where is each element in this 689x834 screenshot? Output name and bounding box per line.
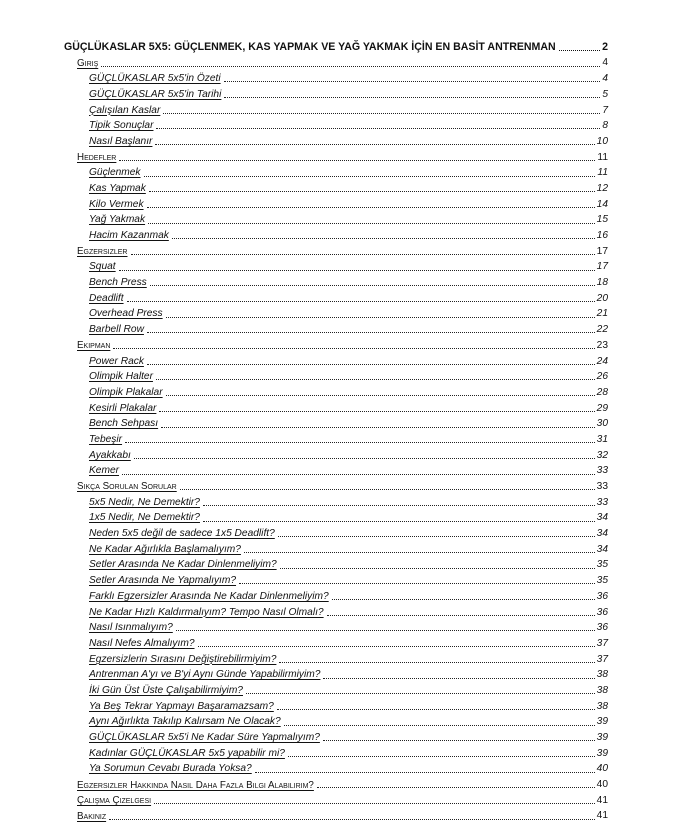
toc-subsection-entry[interactable] (64, 665, 608, 681)
toc-entry-title: Sıkça Sorulan Sorular (77, 481, 177, 493)
toc-page-number: 41 (596, 810, 608, 822)
toc-subsection-entry[interactable] (64, 320, 608, 336)
toc-subsection-entry[interactable] (64, 743, 608, 759)
dot-leader (323, 740, 595, 741)
toc-subsection-entry[interactable] (64, 681, 608, 697)
dot-leader (327, 615, 595, 616)
toc-entry-title: İki Gün Üst Üste Çalışabilirmiyim? (89, 684, 243, 696)
dot-leader (203, 505, 595, 506)
toc-subsection-entry[interactable] (64, 398, 608, 414)
toc-page-number: 7 (602, 104, 608, 116)
toc-entry-title: Ekipman (77, 340, 111, 352)
toc-subsection-entry[interactable] (64, 100, 608, 116)
toc-entry-title: Bakınız (77, 810, 107, 822)
toc-entry-title: Egzersizler (77, 246, 128, 258)
dot-leader (119, 160, 595, 161)
toc-subsection-entry[interactable] (64, 179, 608, 195)
toc-subsection-entry[interactable] (64, 131, 608, 147)
toc-entry-title: Farklı Egzersizler Arasında Ne Kadar Dinlenmeliyim? (89, 590, 329, 602)
toc-main-heading[interactable] (64, 31, 608, 53)
dot-leader (156, 379, 595, 380)
toc-subsection-entry[interactable] (64, 226, 608, 242)
toc-entry-title: Overhead Press (89, 308, 163, 320)
dot-leader (149, 191, 595, 192)
toc-subsection-entry[interactable] (64, 539, 608, 555)
toc-page-number: 5 (602, 88, 608, 100)
dot-leader (156, 128, 600, 129)
toc-page-number: 30 (596, 418, 608, 430)
toc-entry-title: Neden 5x5 değil de sadece 1x5 Deadlift? (89, 528, 275, 540)
toc-page-number: 8 (602, 120, 608, 132)
toc-page-number: 17 (596, 245, 608, 257)
toc-page-number: 14 (596, 198, 608, 210)
toc-page-number: 15 (596, 214, 608, 226)
toc-entry-title: Nasıl Nefes Almalıyım? (89, 637, 195, 649)
toc-subsection-entry[interactable] (64, 696, 608, 712)
toc-subsection-entry[interactable] (64, 84, 608, 100)
dot-leader (154, 803, 595, 804)
dot-leader (255, 772, 595, 773)
dot-leader (239, 583, 595, 584)
toc-section-entry[interactable] (64, 477, 608, 493)
toc-section-entry[interactable] (64, 335, 608, 351)
dot-leader (244, 552, 595, 553)
toc-page-number: 4 (602, 57, 608, 69)
dot-leader (159, 411, 594, 412)
toc-entry-title: Setler Arasında Ne Yapmalıyım? (89, 575, 237, 587)
toc-subsection-entry[interactable] (64, 69, 608, 85)
dot-leader (127, 301, 595, 302)
toc-subsection-entry[interactable] (64, 618, 608, 634)
toc-entry-title: Hacim Kazanmak (89, 230, 169, 242)
toc-entry-title: Antrenman A'yı ve B'yi Aynı Günde Yapabilirmiyim? (89, 669, 321, 681)
toc-subsection-entry[interactable] (64, 649, 608, 665)
dot-leader (280, 568, 595, 569)
toc-page-number: 21 (596, 308, 608, 320)
toc-page-number: 10 (596, 135, 608, 147)
toc-entry-title: GÜÇLÜKASLAR 5X5: GÜÇLENMEK, KAS YAPMAK VE YAĞ YAKMAK İÇİN EN BASİT ANTRENMAN (64, 41, 556, 54)
toc-entry-title: Ne Kadar Ağırlıkla Başlamalıyım? (89, 543, 241, 555)
dot-leader (109, 819, 595, 820)
toc-entry-title: Squat (89, 261, 116, 273)
toc-page-number: 37 (596, 637, 608, 649)
toc-subsection-entry[interactable] (64, 351, 608, 367)
dot-leader (150, 285, 595, 286)
toc-entry-title: GÜÇLÜKASLAR 5x5'in Tarihi (89, 88, 222, 100)
toc-subsection-entry[interactable] (64, 273, 608, 289)
dot-leader (278, 536, 595, 537)
dot-leader (113, 348, 594, 349)
toc-page-number: 39 (596, 747, 608, 759)
toc-page-number: 17 (596, 261, 608, 273)
toc-page-number: 37 (596, 653, 608, 665)
toc-section-entry[interactable] (64, 241, 608, 257)
toc-page-number: 41 (596, 794, 608, 806)
toc-page-number: 35 (596, 575, 608, 587)
toc-page-number: 24 (596, 355, 608, 367)
toc-page-number: 40 (596, 779, 608, 791)
toc-entry-title: 1x5 Nedir, Ne Demektir? (89, 512, 200, 524)
dot-leader (155, 144, 594, 145)
toc-subsection-entry[interactable] (64, 382, 608, 398)
toc-entry-title: Tebeşir (89, 433, 123, 445)
dot-leader (198, 646, 595, 647)
toc-entry-title: Power Rack (89, 355, 144, 367)
dot-leader (323, 678, 594, 679)
toc-page-number: 39 (596, 732, 608, 744)
toc-entry-title: 5x5 Nedir, Ne Demektir? (89, 496, 200, 508)
toc-subsection-entry[interactable] (64, 116, 608, 132)
toc-entry-title: Kas Yapmak (89, 182, 146, 194)
toc-page-number: 33 (596, 496, 608, 508)
toc-subsection-entry[interactable] (64, 288, 608, 304)
toc-page-number: 39 (596, 716, 608, 728)
dot-leader (203, 521, 595, 522)
toc-entry-title: Ya Beş Tekrar Yapmayı Başaramazsam? (89, 700, 274, 712)
toc-page-number: 40 (596, 763, 608, 775)
dot-leader (166, 317, 595, 318)
toc-page-number: 36 (596, 590, 608, 602)
toc-page-number: 26 (596, 371, 608, 383)
toc-entry-title: Aynı Ağırlıkta Takılıp Kalırsam Ne Olacak? (89, 716, 281, 728)
toc-entry-title: Kesirli Plakalar (89, 402, 157, 414)
toc-section-entry[interactable] (64, 806, 608, 822)
toc-subsection-entry[interactable] (64, 367, 608, 383)
toc-entry-title: Bench Sehpası (89, 418, 159, 430)
toc-page-number: 38 (596, 684, 608, 696)
toc-page-number: 33 (596, 481, 608, 493)
dot-leader (119, 270, 595, 271)
dot-leader (147, 332, 595, 333)
dot-leader (284, 725, 595, 726)
toc-subsection-entry[interactable] (64, 445, 608, 461)
dot-leader (147, 207, 595, 208)
toc-subsection-entry[interactable] (64, 571, 608, 587)
toc-entry-title: Çalışma Çizelgesi (77, 795, 152, 807)
dot-leader (161, 427, 595, 428)
toc-page-number: 34 (596, 512, 608, 524)
toc-entry-title: Deadlift (89, 292, 124, 304)
toc-subsection-entry[interactable] (64, 602, 608, 618)
toc-entry-title: Kemer (89, 465, 120, 477)
toc-page-number: 34 (596, 528, 608, 540)
toc-subsection-entry[interactable] (64, 633, 608, 649)
toc-entry-title: Güçlenmek (89, 167, 141, 179)
dot-leader (246, 693, 595, 694)
toc-section-entry[interactable] (64, 147, 608, 163)
toc-section-entry[interactable] (64, 775, 608, 791)
toc-page-number: 32 (596, 449, 608, 461)
toc-entry-title: Olimpik Halter (89, 371, 153, 383)
toc-subsection-entry[interactable] (64, 461, 608, 477)
toc-subsection-entry[interactable] (64, 728, 608, 744)
toc-entry-title: Ayakkabı (89, 449, 131, 461)
toc-entry-title: GÜÇLÜKASLAR 5x5'i Ne Kadar Süre Yapmalıyım? (89, 732, 320, 744)
toc-subsection-entry[interactable] (64, 712, 608, 728)
toc-entry-title: Barbell Row (89, 324, 144, 336)
dot-leader (288, 756, 595, 757)
toc-entry-title: Egzersizler Hakkında Nasıl Daha Fazla Bilgi Alabilirim? (77, 779, 314, 791)
dot-leader (224, 81, 601, 82)
toc-page-number: 38 (596, 669, 608, 681)
dot-leader (147, 364, 595, 365)
dot-leader (279, 662, 594, 663)
toc-page-number: 16 (596, 230, 608, 242)
toc-entry-title: Tipik Sonuçlar (89, 120, 154, 132)
dot-leader (166, 395, 595, 396)
toc-subsection-entry[interactable] (64, 586, 608, 602)
toc-subsection-entry[interactable] (64, 430, 608, 446)
dot-leader (163, 113, 600, 114)
dot-leader (134, 458, 595, 459)
dot-leader (176, 630, 595, 631)
dot-leader (317, 787, 595, 788)
toc-page-number: 2 (602, 41, 608, 54)
toc-subsection-entry[interactable] (64, 508, 608, 524)
dot-leader (224, 97, 600, 98)
toc-entry-title: Ne Kadar Hızlı Kaldırmalıyım? Tempo Nasıl Olmalı? (89, 606, 324, 618)
dot-leader (101, 66, 600, 67)
toc-entry-title: GÜÇLÜKASLAR 5x5'in Özeti (89, 73, 221, 85)
toc-entry-title: Bench Press (89, 277, 147, 289)
toc-page-number: 36 (596, 606, 608, 618)
toc-page-number: 4 (602, 73, 608, 85)
toc-entry-title: Olimpik Plakalar (89, 386, 163, 398)
toc-page-number: 11 (597, 167, 608, 179)
toc-subsection-entry[interactable] (64, 257, 608, 273)
toc-section-entry[interactable] (64, 790, 608, 806)
dot-leader (332, 599, 595, 600)
toc-subsection-entry[interactable] (64, 304, 608, 320)
dot-leader (172, 238, 595, 239)
dot-leader (559, 50, 600, 51)
toc-subsection-entry[interactable] (64, 414, 608, 430)
toc-page-number: 11 (597, 151, 608, 163)
dot-leader (125, 442, 595, 443)
toc-subsection-entry[interactable] (64, 759, 608, 775)
toc-subsection-entry[interactable] (64, 194, 608, 210)
toc-page-number: 12 (596, 182, 608, 194)
toc-page-number: 29 (596, 402, 608, 414)
dot-leader (144, 176, 596, 177)
toc-page-number: 35 (596, 559, 608, 571)
toc-subsection-entry[interactable] (64, 163, 608, 179)
toc-subsection-entry[interactable] (64, 210, 608, 226)
toc-entry-title: Setler Arasında Ne Kadar Dinlenmeliyim? (89, 559, 277, 571)
dot-leader (122, 474, 595, 475)
toc-page-number: 18 (596, 277, 608, 289)
toc-subsection-entry[interactable] (64, 524, 608, 540)
toc-page-number: 33 (596, 465, 608, 477)
toc-page-number: 20 (596, 292, 608, 304)
toc-entry-title: Yağ Yakmak (89, 214, 146, 226)
toc-subsection-entry[interactable] (64, 555, 608, 571)
toc-entry-title: Nasıl Başlanır (89, 135, 153, 147)
toc-page-number: 34 (596, 543, 608, 555)
toc-entry-title: Hedefler (77, 152, 117, 164)
toc-page-number: 23 (596, 339, 608, 351)
toc-entry-title: Ya Sorumun Cevabı Burada Yoksa? (89, 763, 252, 775)
dot-leader (277, 709, 595, 710)
dot-leader (131, 254, 595, 255)
toc-entry-title: Çalışılan Kaslar (89, 104, 161, 116)
toc-entry-title: Giriş (77, 57, 99, 69)
table-of-contents (64, 31, 608, 822)
dot-leader (180, 489, 595, 490)
toc-entry-title: Egzersizlerin Sırasını Değiştirebilirmiyim? (89, 653, 277, 665)
toc-page-number: 28 (596, 386, 608, 398)
toc-entry-title: Nasıl Isınmalıyım? (89, 622, 173, 634)
toc-page-number: 22 (596, 324, 608, 336)
toc-page-number: 31 (596, 433, 608, 445)
toc-page-number: 38 (596, 700, 608, 712)
toc-subsection-entry[interactable] (64, 492, 608, 508)
dot-leader (148, 223, 595, 224)
toc-entry-title: Kadınlar GÜÇLÜKASLAR 5x5 yapabilir mi? (89, 747, 285, 759)
toc-entry-title: Kilo Vermek (89, 198, 144, 210)
toc-page-number: 36 (596, 622, 608, 634)
toc-section-entry[interactable] (64, 53, 608, 69)
